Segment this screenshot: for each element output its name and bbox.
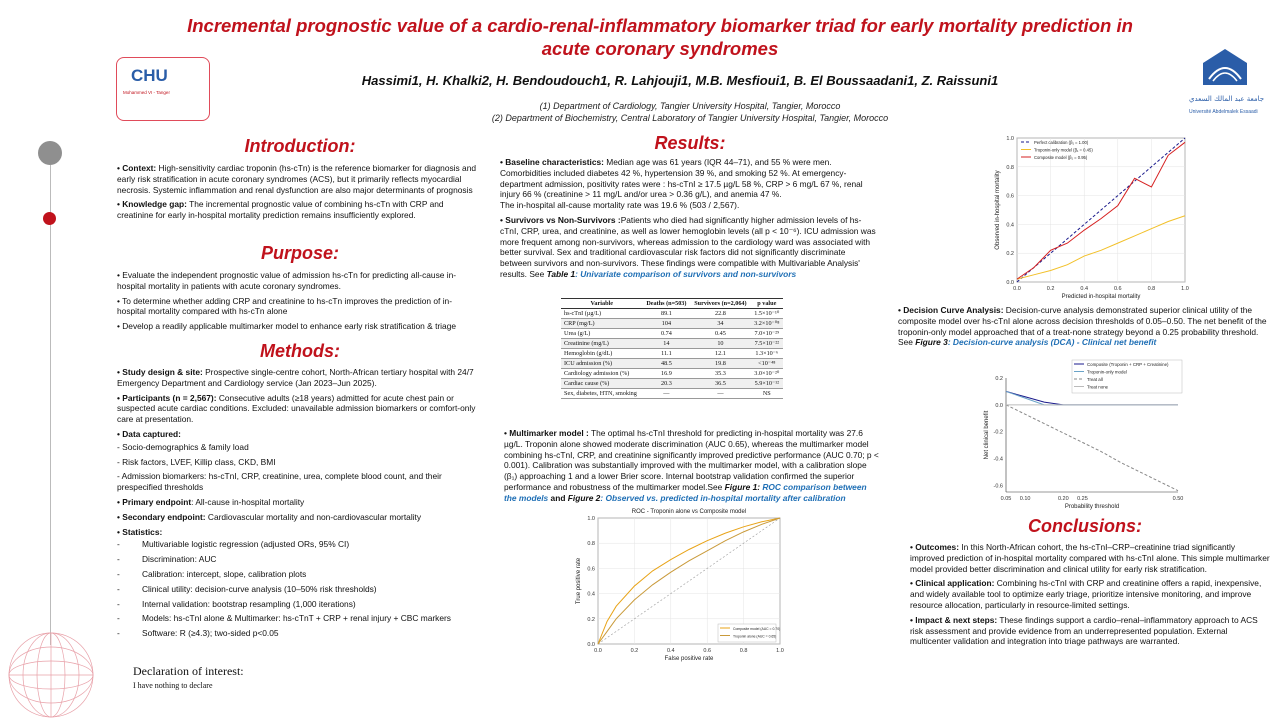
series-line-3 [1017,142,1185,279]
poster-title: Incremental prognostic value of a cardio-renal-inflammatory biomarker triad for early mortality prediction in acute coronary syndromes [187,15,1133,59]
stats-item: - Models: hs-cTnI alone & Multimarker: hs-cTnT + CRP + renal injury + CBC markers [117,613,451,624]
x-axis-label: Predicted in-hospital mortality [1061,294,1141,300]
methods-section [117,367,479,643]
series-line-1 [1006,391,1178,404]
table-row [561,369,783,379]
table-cell: 19.8 [690,359,750,369]
outcomes-text: In this North-African cohort, the hs-cTnI–CRP–creatinine triad significantly improved prediction of in-hospital mortality compared with hs-cTnI alone. This simple multimarker model provided better discrimination and clinical utility for early risk stratification. [910,542,1270,574]
multimarker-section [504,428,880,508]
figure-2-ref: Figure 2 [567,492,601,503]
dca-section [898,305,1270,352]
table-row [561,359,783,369]
table-cell: 5.9×10⁻¹² [751,379,783,389]
y-tick-label: 0.0 [1006,280,1014,286]
baseline-label: • Baseline characteristics: [500,157,604,167]
x-tick-label: 0.25 [1077,496,1088,502]
stats-item: - Discrimination: AUC [117,554,217,565]
affiliation-1: (1) Department of Cardiology, Tangier University Hospital, Tangier, Morocco [539,101,841,111]
y-tick-label: 0.2 [995,376,1003,382]
design-label: • Study design & site: [117,367,203,377]
purpose-section [117,270,479,336]
table-cell: 35.3 [690,369,750,379]
chu-logo-subtitle: Mohammed VI - Tanger [123,90,170,95]
chu-logo [116,57,210,121]
affiliations [380,100,1000,124]
table-1-ref: Table 1 [546,268,576,279]
x-tick-label: 0.0 [1013,286,1021,292]
y-tick-label: 0.8 [1006,164,1014,171]
stats-item: - Multivariable logistic regression (adjusted ORs, 95% CI) [117,539,350,550]
table-row [561,319,783,329]
authors: Hassimi1, H. Khalki2, H. Bendoudouch1, R. Lahjouji1, M.B. Mesfioui1, B. El Boussaadani1, Z. Raissuni1 [361,73,999,88]
table-header: p value [751,299,783,309]
globe-decoration-icon [6,600,96,720]
data-item-3: - Admission biomarkers: hs-cTnI, CRP, creatinine, urea, complete blood count, and their prespecified thresholds [117,471,442,493]
primary-endpoint-label: • Primary endpoint [117,496,192,507]
y-axis-label: True positive rate [576,557,582,605]
table-cell: 34 [690,319,750,329]
x-tick-label: 0.05 [1000,496,1012,502]
participants-label: • Participants (n = 2,567): [117,392,217,403]
table-cell: 20.3 [643,379,691,389]
and-text: and [548,492,568,503]
stats-item: - Calibration: intercept, slope, calibration plots [117,568,307,579]
table-cell: Sex, diabetes, HTN, smoking [561,389,643,399]
table-1-link[interactable]: : Univariate comparison of survivors and non-survivors [575,268,797,279]
table-cell: 0.45 [690,329,750,339]
survivors-label: • Survivors vs Non-Survivors : [500,214,621,225]
dca-chart [974,354,1194,514]
dca-label: • Decision Curve Analysis: [898,305,1004,315]
legend-label: Troponin-only model [1087,369,1127,375]
table-cell: 104 [643,319,691,329]
figure-1-ref: Figure 1: [724,481,761,492]
table-cell: hs-cTnI (µg/L) [561,309,643,319]
table-header: Survivors (n=2,064) [690,299,750,309]
table-cell: 48.5 [643,359,691,369]
x-tick-label: 0.2 [630,648,639,654]
y-axis-label: Observed in-hospital mortality [995,170,1001,250]
dca-text: Decision-curve analysis demonstrated superior clinical utility of the composite model over hs-cTnI alone across decision thresholds of 0.05–0.50. The net benefit of the troponin-only model approached that of a treat-none strategy beyond a 0.25 probability threshold. [898,305,1267,337]
legend-label: Perfect calibration (β₁ = 1.00) [1034,140,1089,145]
results-section [500,157,878,284]
y-tick-label: 0.4 [1006,222,1014,229]
table-cell: Creatinine (mg/L) [561,339,643,349]
knowledge-gap-text: The incremental prognostic value of combining hs-cTn with CRP and creatinine for early in-hospital mortality prediction remains insufficiently explored. [117,199,444,221]
chart-title: ROC - Troponin alone vs Composite model [631,509,747,515]
table-row [561,349,783,359]
x-tick-label: 0.8 [1147,286,1156,292]
table-header: Variable [561,299,643,309]
data-captured-label: • Data captured: [117,428,181,439]
results-heading: Results: [654,133,726,153]
stats-item: - Clinical utility: decision-curve analysis (10–50% risk thresholds) [117,583,377,594]
x-axis-label: Probability threshold [1064,504,1120,510]
y-tick-label: 0.6 [1006,193,1014,200]
table-cell: 1.5×10⁻¹⁰ [751,309,783,319]
table-header: Deaths (n=503) [643,299,691,309]
table-cell: 14 [643,339,691,349]
red-circle-icon [43,212,56,225]
purpose-item-3: • Develop a readily applicable multimarker model to enhance early risk stratification & triage [117,321,457,332]
y-tick-label: 0.8 [587,541,595,548]
table-cell: ICU admission (%) [561,359,643,369]
see-text: See [898,337,916,348]
legend-label: Composite model (AUC = 0.70) [733,627,781,631]
grey-circle-icon [38,141,62,165]
series-line-3 [1006,405,1178,491]
declaration-title: Declaration of interest: [133,664,244,678]
secondary-endpoint-text: Cardiovascular mortality and non-cardiovascular mortality [205,511,422,522]
table-cell: Urea (g/L) [561,329,643,339]
x-tick-label: 0.4 [666,648,675,654]
table-cell: Cardiology admission (%) [561,369,643,379]
table-row [561,329,783,339]
table-cell: 7.5×10⁻²² [751,339,783,349]
university-name-english: Université Abdelmalek Essaadi [1189,109,1258,115]
table-row [561,339,783,349]
y-tick-label: -0.4 [993,456,1003,463]
introduction-section [117,163,479,225]
table-cell: 22.8 [690,309,750,319]
figure-3-link[interactable]: : Decision-curve analysis (DCA) - Clinical net benefit [947,337,1157,348]
legend-label: Treat all [1087,377,1103,382]
y-tick-label: 1.0 [1006,136,1014,142]
table-cell: 7.0×10⁻²⁹ [751,329,783,339]
table-cell: NS [751,389,783,399]
x-tick-label: 0.8 [739,648,748,654]
x-tick-label: 0.10 [1019,496,1031,502]
stats-item: - Internal validation: bootstrap resampling (1,000 iterations) [117,598,356,609]
table-cell: 16.9 [643,369,691,379]
x-tick-label: 0.4 [1080,286,1089,292]
table-cell: 3.0×10⁻²⁰ [751,369,783,379]
clinical-application-text: Combining hs-cTnI with CRP and creatinine offers a rapid, inexpensive, and widely available tool to optimize early triage, prioritize intensive monitoring, and improve resource allocation, particularly in resource-limited settings. [910,578,1262,610]
table-cell: 0.74 [643,329,691,339]
table-cell: 89.1 [643,309,691,319]
y-tick-label: -0.6 [993,483,1003,490]
table-cell: Hemoglobin (g/dL) [561,349,643,359]
table-row [561,389,783,399]
legend-label: Composite (Troponin + CRP + Creatinine) [1087,362,1169,367]
x-tick-label: 1.0 [1181,286,1189,292]
table-cell: — [690,389,750,399]
x-tick-label: 0.50 [1172,496,1184,502]
legend-label: Treat none [1087,384,1109,390]
introduction-heading: Introduction: [244,136,356,156]
calibration-chart [985,132,1195,302]
outcomes-label: • Outcomes: [910,542,960,552]
chu-logo-text: CHU [131,66,168,85]
y-tick-label: -0.2 [993,429,1003,436]
legend-label: Troponin alone (AUC = 0.65) [733,634,777,639]
figure-3-ref: Figure 3 [915,337,948,348]
statistics-label: • Statistics: [117,526,163,537]
table-cell: CRP (mg/L) [561,319,643,329]
series-line-2 [1006,391,1178,404]
impact-label: • Impact & next steps: [910,614,998,625]
methods-heading: Methods: [260,341,340,361]
table-cell: 10 [690,339,750,349]
secondary-endpoint-label: • Secondary endpoint: [117,511,206,522]
affiliation-2: (2) Department of Biochemistry, Central Laboratory of Tangier University Hospital, Tangier, Morocco [491,113,889,123]
impact-text: These findings support a cardio–renal–inflammatory approach to ACS risk assessment and provide evidence from an underrepresented population. External multicenter validation and integration into triage pathways are warranted. [910,614,1258,647]
multimarker-label: • Multimarker model : [504,428,589,438]
x-tick-label: 0.20 [1057,496,1069,502]
design-text: Prospective single-centre cohort, North-African tertiary hospital with 24/7 Emergency Department and Cardiology service (Jan 2023–Jun 2025). [117,367,474,388]
table-cell: 1.3×10⁻⁶ [751,349,783,359]
mortality-rate-text: The in-hospital all-cause mortality rate was 19.6 % (503 / 2,567). [500,200,740,211]
primary-endpoint-text: : All-cause in-hospital mortality [191,496,305,507]
table-cell: Cardiac cause (%) [561,379,643,389]
table-cell: — [643,389,691,399]
x-tick-label: 0.6 [703,648,712,654]
legend-label: Troponin-only model (β₁ = 0.45) [1034,147,1093,153]
baseline-text: Median age was 61 years (IQR 44–71), and 55 % were men. Comorbidities included diabetes 42 %, hypertension 39 %, and smoking 52 %. At emergency-department admission, positivity rates were : hs-cTnI ≥ 17.5 µg/L 58 %, CRP > 6 mg/L 67 %, renal injury 66 % (creatinine > 11 mg/L and/or urea > 0.36 g/L), and anemia 47 %. [500,157,863,200]
y-tick-label: 0.6 [587,566,595,573]
legend-label: Composite model (β₁ = 0.95) [1034,155,1088,160]
figure-1-link[interactable]: ROC comparison between the models [504,481,867,503]
table-cell: 12.1 [690,349,750,359]
y-tick-label: 0.2 [587,616,595,623]
university-name-arabic: جامعة عبد المالك السعدي [1189,95,1265,103]
knowledge-gap-label: • Knowledge gap: [117,199,187,210]
purpose-item-2: • To determine whether adding CRP and creatinine to hs-cTn improves the prediction of in-hospital mortality compared with hs-cTn alone [117,295,453,317]
stats-item: - Software: R (≥4.3); two-sided p<0.05 [117,628,279,639]
table-row [561,379,783,389]
university-logo [1185,45,1267,125]
conclusions-heading: Conclusions: [1027,516,1142,536]
x-tick-label: 0.2 [1046,286,1055,292]
university-emblem-icon [1195,45,1255,93]
table-cell: 11.1 [643,349,691,359]
y-tick-label: 0.4 [587,591,595,598]
series-line-2 [1017,216,1185,279]
table-cell: 36.5 [690,379,750,389]
table-1 [561,298,783,399]
x-axis-label: False positive rate [664,656,714,662]
y-tick-label: 0.2 [1006,251,1014,258]
context-label: • Context: [117,163,157,173]
roc-chart [570,508,788,666]
declaration-text: I have nothing to declare [133,681,213,690]
purpose-heading: Purpose: [260,243,339,263]
y-axis-label: Net clinical benefit [984,410,990,460]
table-cell: <10⁻⁴⁸ [751,359,783,369]
x-tick-label: 0.6 [1113,286,1122,292]
table-row [561,309,783,319]
data-item-1: - Socio-demographics & family load [117,441,249,452]
y-tick-label: 0.0 [587,642,595,648]
participants-text: Consecutive adults (≥18 years) admitted for acute chest pain or suspected acute cardiac conditions. Excluded: unavailable admission biomarkers or comfort-only care at presentation. [117,392,476,425]
multimarker-text: The optimal hs-cTnI threshold for predicting in-hospital mortality was 27.6 µg/L. Troponin alone showed moderate discrimination (AUC 0.65), whereas the multimarker model combining hs-cTnI, CRP, and creatinine significantly improved predictive performance (AUC 0.70; p < 0.001). Calibration was substantially improved with the multimarker model, with a calibration slope (β₁) approaching 1 and a lower Brier score. Internal bootstrap validation confirmed the superior performance and robustness of the multimarker model. [504,428,879,492]
timeline-line [50,165,51,645]
context-text: High-sensitivity cardiac troponin (hs-cTn) is the reference biomarker for diagnosis and early risk stratification in acute coronary syndromes (ACS), but it primarily reflects myocardial necrosis. Systemic inflammation and renal dysfunction are also major determinants of prognosis [117,163,477,195]
x-tick-label: 1.0 [776,648,784,654]
y-tick-label: 1.0 [587,516,595,522]
see-text: See [527,268,547,279]
data-item-2: - Risk factors, LVEF, Killip class, CKD, BMI [117,456,276,467]
purpose-item-1: • Evaluate the independent prognostic value of admission hs-cTn for predicting all-cause in-hospital mortality in patients with acute coronary syndromes. [117,270,457,291]
conclusions-section [910,542,1270,651]
x-tick-label: 0.0 [594,648,602,654]
see-text: See [707,481,725,492]
y-tick-label: 0.0 [995,402,1003,409]
figure-2-link[interactable]: : Observed vs. predicted in-hospital mortality after calibration [600,492,846,503]
clinical-application-label: • Clinical application: [910,578,995,589]
survivors-text: Patients who died had significantly higher admission levels of hs-cTnI, CRP, urea, and creatinine, as well as lower hemoglobin levels (all p < 10⁻⁶). ICU admission was more frequent among non-survivors, whereas admission to the cardiology ward was associated with better survival. Sex and traditional cardiovascular risk factors did not significantly discriminate between survivors and non-survivors. These findings were compatible with Multivariable Analysis' results. [500,214,876,279]
table-cell: 3.2×10⁻⁰⁸ [751,319,783,329]
